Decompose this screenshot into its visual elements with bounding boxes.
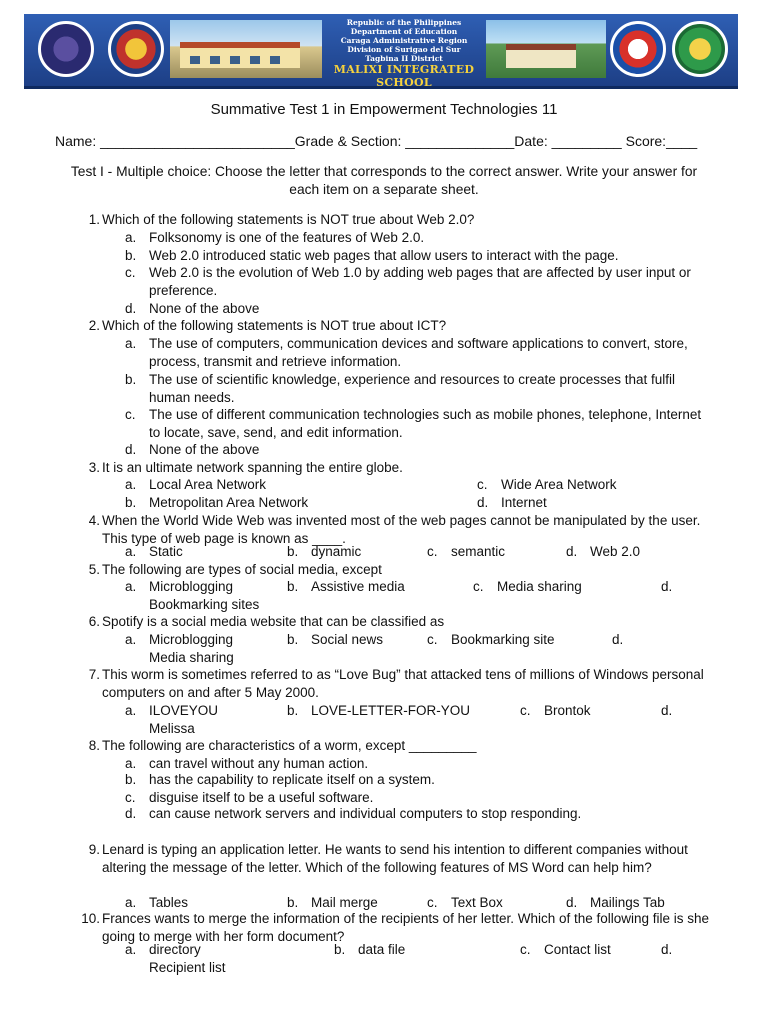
option-letter: d. — [661, 703, 673, 718]
option-text: Media sharing — [149, 650, 234, 665]
question-text: Which of the following statements is NOT true about Web 2.0? — [102, 212, 475, 227]
option-text: dynamic — [311, 544, 362, 559]
option-text: None of the above — [149, 301, 260, 316]
option-letter: b. — [334, 942, 346, 957]
answer-option — [125, 631, 275, 649]
option-text: Wide Area Network — [501, 477, 617, 492]
question-number: 5. — [88, 562, 100, 577]
option-letter: b. — [125, 372, 137, 387]
answer-option — [125, 494, 445, 512]
question-number: 8. — [88, 738, 100, 753]
test-title: Summative Test 1 in Empowerment Technologies 11 — [210, 101, 558, 118]
answer-option — [125, 941, 305, 959]
answer-option — [125, 264, 705, 299]
option-letter: a. — [125, 632, 137, 647]
option-letter: d. — [661, 942, 673, 957]
question-item — [78, 666, 718, 702]
answer-option — [477, 494, 697, 512]
option-text: Web 2.0 — [590, 544, 641, 559]
option-letter: b. — [287, 632, 299, 647]
question-item — [78, 211, 718, 229]
answer-option — [287, 631, 417, 649]
option-letter: a. — [125, 477, 137, 492]
question-text: This worm is sometimes referred to as “Love Bug” that attacked tens of millions of Windows personal computers on and after 5 May 2000. — [102, 667, 704, 700]
option-letter: a. — [125, 756, 137, 771]
option-letter: a. — [125, 336, 137, 351]
option-text: Microblogging — [149, 579, 234, 594]
answer-option — [287, 894, 417, 912]
answer-option — [125, 702, 275, 720]
option-letter: d. — [566, 544, 578, 559]
question-number: 4. — [88, 513, 100, 528]
option-letter: c. — [520, 942, 531, 957]
answer-option — [125, 300, 705, 318]
option-text: Contact list — [544, 942, 611, 957]
option-letter: d. — [125, 442, 137, 457]
option-text: Local Area Network — [149, 477, 267, 492]
question-text: Spotify is a social media website that can be classified as — [102, 614, 445, 629]
option-letter: a. — [125, 544, 137, 559]
option-letter: d. — [477, 495, 489, 510]
option-text: LOVE-LETTER-FOR-YOU — [311, 703, 471, 718]
answer-option — [125, 371, 705, 406]
option-letter: c. — [520, 703, 531, 718]
question-item — [78, 841, 718, 877]
option-text: disguise itself to be a useful software. — [149, 790, 374, 805]
question-number: 9. — [88, 842, 100, 857]
question-number: 7. — [88, 667, 100, 682]
option-letter: a. — [125, 895, 137, 910]
question-number: 3. — [88, 460, 100, 475]
question-text: Lenard is typing an application letter. He wants to send his intention to different companies without altering the message of the letter. Which of the following features of MS Word can help him? — [102, 842, 688, 875]
option-letter: b. — [287, 544, 299, 559]
option-text: data file — [358, 942, 406, 957]
answer-option — [427, 894, 557, 912]
test-instructions: Test I - Multiple choice: Choose the letter that corresponds to the correct answer. Write your answer for each item on a separate sheet. — [70, 164, 698, 197]
option-letter: d. — [125, 301, 137, 316]
answer-option — [125, 543, 275, 561]
option-text: Bookmarking sites — [149, 597, 260, 612]
option-text: Brontok — [544, 703, 591, 718]
option-text: ILOVEYOU — [149, 703, 219, 718]
answer-option — [287, 543, 417, 561]
option-text: Static — [149, 544, 183, 559]
option-text: Web 2.0 is the evolution of Web 1.0 by adding web pages that are affected by user input or preference. — [149, 265, 691, 298]
question-text: When the World Wide Web was invented most of the web pages cannot be manipulated by the user. This type of web page is known as ____. — [102, 513, 701, 546]
option-letter: b. — [287, 579, 299, 594]
option-letter: d. — [125, 806, 137, 821]
option-text: has the capability to replicate itself on a system. — [149, 772, 435, 787]
answer-option — [287, 578, 467, 596]
option-letter: a. — [125, 230, 137, 245]
option-text: can travel without any human action. — [149, 756, 369, 771]
option-text: Bookmarking site — [451, 632, 555, 647]
question-text: The following are characteristics of a worm, except _________ — [102, 738, 477, 753]
option-text: None of the above — [149, 442, 260, 457]
option-letter: b. — [287, 895, 299, 910]
option-text: Melissa — [149, 721, 195, 736]
header-line-republic: Republic of the Philippines — [346, 18, 462, 27]
question-text: It is an ultimate network spanning the entire globe. — [102, 460, 403, 475]
question-number: 6. — [88, 614, 100, 629]
option-text: The use of scientific knowledge, experience and resources to create processes that fulfil human needs. — [149, 372, 676, 405]
answer-option — [125, 441, 705, 459]
question-item — [78, 561, 718, 579]
option-text: can cause network servers and individual computers to stop responding. — [149, 806, 582, 821]
answer-option — [125, 755, 705, 773]
answer-option — [520, 941, 660, 959]
answer-option — [520, 702, 650, 720]
header-line-region: Caraga Administrative Region — [340, 36, 468, 45]
option-text: Text Box — [451, 895, 503, 910]
answer-option — [125, 476, 445, 494]
option-letter: b. — [125, 248, 137, 263]
question-item — [78, 459, 718, 477]
answer-option — [334, 941, 514, 959]
header-school-id: School I.D. -500582 — [362, 89, 446, 98]
option-text: Assistive media — [311, 579, 405, 594]
option-text: Folksonomy is one of the features of Web 2.0. — [149, 230, 425, 245]
option-letter: d. — [661, 579, 673, 594]
answer-option — [125, 335, 705, 370]
answer-option — [566, 894, 716, 912]
question-number: 10. — [81, 911, 100, 926]
question-item — [78, 613, 718, 631]
option-letter: d. — [612, 632, 624, 647]
answer-option — [125, 789, 705, 807]
question-item — [78, 317, 718, 335]
question-text: The following are types of social media, except — [102, 562, 382, 577]
answer-option — [427, 631, 607, 649]
answer-option — [125, 894, 275, 912]
question-number: 1. — [88, 212, 100, 227]
option-letter: c. — [427, 632, 438, 647]
option-letter: b. — [125, 772, 137, 787]
option-letter: c. — [125, 407, 136, 422]
header-line-district: Tagbina II District — [365, 54, 443, 63]
option-text: Web 2.0 introduced static web pages that allow users to interact with the page. — [149, 248, 619, 263]
answer-option — [427, 543, 557, 561]
option-letter: d. — [566, 895, 578, 910]
answer-option — [477, 476, 697, 494]
option-text: Social news — [311, 632, 384, 647]
option-text: Mail merge — [311, 895, 378, 910]
option-text: Recipient list — [149, 960, 226, 975]
option-letter: b. — [287, 703, 299, 718]
question-number: 2. — [88, 318, 100, 333]
option-letter: a. — [125, 703, 137, 718]
option-text: Metropolitan Area Network — [149, 495, 309, 510]
answer-option — [125, 578, 275, 596]
answer-option — [125, 805, 705, 823]
answer-option — [566, 543, 696, 561]
answer-option — [125, 406, 705, 441]
option-text: Mailings Tab — [590, 895, 665, 910]
option-letter: c. — [477, 477, 488, 492]
option-text: Microblogging — [149, 632, 234, 647]
option-letter: c. — [473, 579, 484, 594]
option-letter: c. — [427, 544, 438, 559]
header-line-deped: Department of Education — [350, 27, 458, 36]
header-school-name: MALIXI INTEGRATED SCHOOL — [333, 63, 475, 89]
option-text: Tables — [149, 895, 189, 910]
answer-option — [125, 771, 705, 789]
option-text: Internet — [501, 495, 547, 510]
student-info-line: Name: _________________________Grade & Section: ______________Date: _________ Score:____ — [55, 133, 698, 149]
answer-option — [473, 578, 653, 596]
question-text: Which of the following statements is NOT true about ICT? — [102, 318, 447, 333]
answer-option — [287, 702, 517, 720]
option-letter: c. — [125, 790, 136, 805]
option-text: The use of computers, communication devices and software applications to convert, store, process, transmit and retrieve information. — [149, 336, 688, 369]
option-text: Media sharing — [497, 579, 582, 594]
answer-option — [125, 247, 705, 265]
option-text: directory — [149, 942, 201, 957]
option-letter: c. — [427, 895, 438, 910]
question-item — [78, 737, 718, 755]
header-line-division: Division of Surigao del Sur — [347, 45, 461, 54]
option-text: semantic — [451, 544, 506, 559]
option-text: The use of different communication technologies such as mobile phones, telephone, Internet to locate, save, send, and edit information. — [149, 407, 702, 440]
option-letter: a. — [125, 942, 137, 957]
question-text: Frances wants to merge the information of the recipients of her letter. Which of the following file is she going to merge with her form document? — [102, 911, 710, 944]
option-letter: b. — [125, 495, 137, 510]
option-letter: c. — [125, 265, 136, 280]
answer-option — [125, 229, 705, 247]
option-letter: a. — [125, 579, 137, 594]
